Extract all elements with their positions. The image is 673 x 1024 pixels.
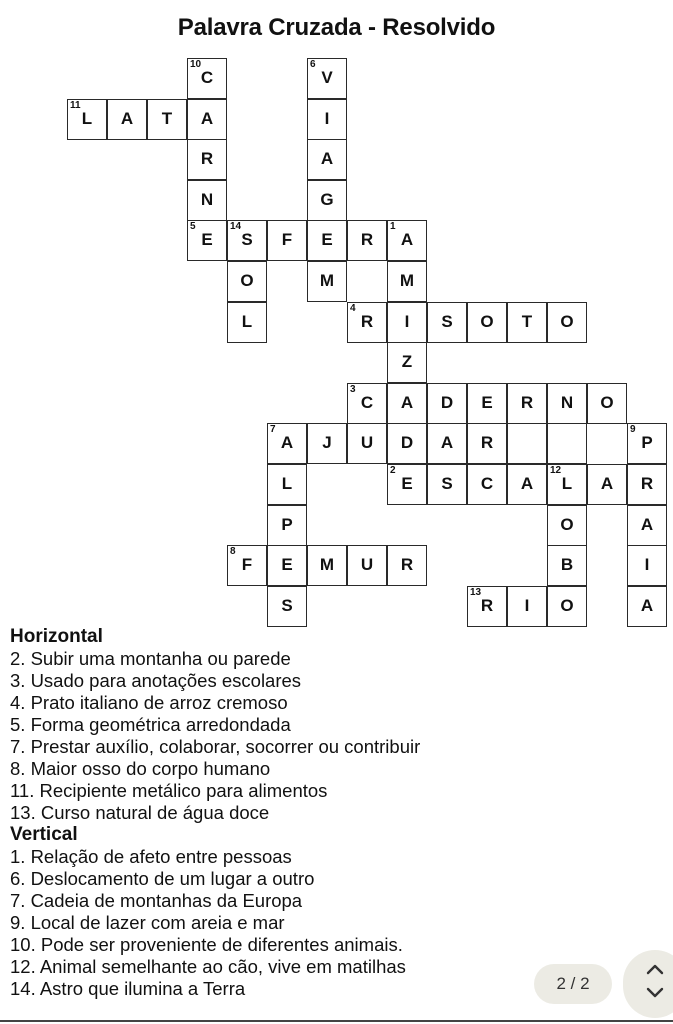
horizontal-heading: Horizontal (10, 626, 103, 647)
grid-cell (547, 302, 587, 343)
clue-item: 10. Pode ser proveniente de diferentes animais. (10, 934, 403, 955)
grid-cell (387, 464, 427, 505)
cell-letter: A (400, 230, 414, 250)
cell-letter: P (641, 433, 653, 453)
cell-letter: O (480, 311, 494, 331)
grid-cell (347, 220, 387, 261)
grid-cell (307, 139, 347, 180)
cell-letter: L (81, 108, 93, 128)
cell-letter: E (321, 230, 333, 250)
grid-cell (307, 220, 347, 261)
cell-letter: U (360, 555, 374, 575)
grid-cell (427, 302, 467, 343)
grid-cell (387, 545, 427, 586)
clue-item: 1. Relação de afeto entre pessoas (10, 846, 292, 867)
grid-cell (347, 423, 387, 464)
cell-letter: V (321, 68, 333, 87)
cell-letter: L (241, 311, 253, 331)
grid-cell (267, 220, 307, 261)
cell-number: 14 (230, 221, 242, 233)
grid-cell (267, 423, 307, 464)
cell-number: 11 (70, 99, 81, 111)
cell-letter: S (241, 230, 253, 250)
grid-cell (347, 302, 387, 343)
grid-cell (307, 99, 347, 140)
clue-item: 2. Subir uma montanha ou parede (10, 648, 291, 669)
chevron-up-icon[interactable] (645, 962, 665, 976)
cell-letter: R (360, 311, 374, 331)
cell-number: 3 (350, 383, 356, 395)
cell-letter: M (319, 555, 335, 575)
cell-letter: I (644, 555, 650, 575)
cell-letter: O (600, 392, 614, 412)
grid-cell (107, 99, 147, 140)
grid-cell (307, 261, 347, 302)
bottom-divider (0, 1020, 673, 1022)
cell-letter: A (640, 514, 654, 534)
cell-letter: S (441, 474, 453, 493)
cell-letter: C (480, 474, 494, 493)
cell-number: 12 (550, 465, 562, 476)
clue-item: 3. Usado para anotações escolares (10, 670, 302, 691)
clue-item: 11. Recipiente metálico para alimentos (10, 780, 328, 801)
cell-number: 6 (310, 59, 316, 70)
grid-cell (67, 99, 107, 140)
clue-item: 8. Maior osso do corpo humano (10, 758, 271, 779)
cell-letter: O (560, 595, 574, 615)
vertical-clue-list (10, 846, 530, 1000)
grid-cell (467, 423, 507, 464)
grid-cell (187, 180, 227, 221)
cell-letter: T (161, 108, 173, 128)
cell-letter: A (600, 474, 614, 493)
cell-letter: E (481, 392, 493, 412)
grid-cell (267, 464, 307, 505)
grid-cell (187, 139, 227, 180)
grid-cell (387, 342, 427, 383)
cell-number: 10 (190, 59, 202, 70)
cell-letter: A (320, 149, 334, 169)
grid-cell (507, 423, 547, 464)
grid-cell (187, 99, 227, 140)
cell-letter: A (520, 474, 534, 493)
cell-number: 5 (190, 221, 196, 233)
cell-number: 8 (230, 546, 236, 558)
grid-cell (427, 464, 467, 505)
clue-item: 14. Astro que ilumina a Terra (10, 978, 246, 999)
clues-panel (10, 626, 530, 1000)
cell-letter: I (324, 108, 330, 128)
grid-cell (387, 261, 427, 302)
cell-letter: O (560, 311, 574, 331)
vertical-heading: Vertical (10, 824, 78, 845)
cell-number: 1 (390, 221, 396, 233)
cell-letter: D (400, 433, 414, 453)
cell-letter: S (441, 311, 453, 331)
grid-cell (507, 302, 547, 343)
clue-item: 7. Prestar auxílio, colaborar, socorrer ou contribuir (10, 736, 421, 757)
cell-letter: N (560, 392, 574, 412)
cell-letter: L (281, 474, 293, 493)
cell-number: 13 (470, 586, 482, 598)
grid-cell (587, 464, 627, 505)
clue-item: 6. Deslocamento de um lugar a outro (10, 868, 315, 889)
grid-cell (547, 545, 587, 586)
grid-cell (627, 586, 667, 627)
grid-cell (507, 464, 547, 505)
clue-item: 7. Cadeia de montanhas da Europa (10, 890, 303, 911)
grid-cell (307, 545, 347, 586)
grid-cell (467, 464, 507, 505)
grid-cell (547, 423, 587, 464)
cell-letter: O (560, 514, 574, 534)
cell-letter: M (319, 271, 335, 290)
cell-letter: Z (401, 352, 413, 372)
grid-cell (547, 586, 587, 627)
grid-cell (547, 464, 587, 505)
grid-cell (307, 423, 347, 464)
grid-cell (507, 586, 547, 627)
grid-cell (187, 220, 227, 261)
grid-cell (387, 220, 427, 261)
cell-number: 4 (350, 302, 356, 314)
cell-letter: A (400, 392, 414, 412)
cell-number: 9 (630, 424, 636, 436)
cell-letter: O (240, 271, 254, 290)
grid-cell (427, 423, 467, 464)
cell-letter: R (480, 433, 494, 453)
grid-cell (387, 383, 427, 424)
cell-letter: I (404, 311, 410, 331)
horizontal-clue-list (10, 648, 530, 824)
cell-letter: M (399, 271, 415, 290)
grid-cell (227, 261, 267, 302)
cell-letter: R (480, 595, 494, 615)
cell-letter: D (440, 392, 454, 412)
page-indicator: 2 / 2 (534, 964, 612, 1004)
grid-cell (147, 99, 187, 140)
cell-letter: I (524, 595, 530, 615)
grid-cell (227, 220, 267, 261)
cell-letter: A (200, 108, 214, 128)
grid-cell (227, 545, 267, 586)
grid-cell (347, 545, 387, 586)
cell-letter: U (360, 433, 374, 453)
cell-letter: S (281, 595, 293, 615)
cell-letter: R (520, 392, 534, 412)
cell-letter: B (560, 555, 574, 575)
grid-cell (627, 423, 667, 464)
grid-cell (187, 58, 227, 99)
grid-cell (307, 180, 347, 221)
grid-cell (547, 505, 587, 546)
grid-cell (627, 505, 667, 546)
grid-cell (267, 586, 307, 627)
grid-cell (467, 586, 507, 627)
cell-letter: E (281, 555, 293, 575)
cell-letter: E (201, 230, 213, 250)
cell-letter: R (640, 474, 654, 493)
cell-letter: C (200, 68, 214, 87)
grid-cell (507, 383, 547, 424)
cell-number: 7 (270, 424, 276, 436)
grid-cell (427, 383, 467, 424)
grid-cell (627, 545, 667, 586)
cell-letter: F (241, 555, 253, 575)
clue-item: 12. Animal semelhante ao cão, vive em matilhas (10, 956, 406, 977)
clue-item: 4. Prato italiano de arroz cremoso (10, 692, 288, 713)
cell-letter: R (400, 555, 414, 575)
grid-cell (267, 505, 307, 546)
clue-item: 13. Curso natural de água doce (10, 802, 270, 823)
cell-letter: L (561, 474, 573, 493)
cell-letter: A (280, 433, 294, 453)
cell-letter: T (521, 311, 533, 331)
chevron-down-icon[interactable] (645, 986, 665, 1000)
cell-letter: A (440, 433, 454, 453)
cell-letter: F (281, 230, 293, 250)
grid-cell (467, 302, 507, 343)
cell-number: 2 (390, 465, 396, 476)
grid-cell (347, 383, 387, 424)
grid-cell (307, 58, 347, 99)
cell-letter: C (360, 392, 374, 412)
grid-cell (547, 383, 587, 424)
grid-cell (387, 423, 427, 464)
cell-letter: R (200, 149, 214, 169)
page-navigation[interactable] (623, 950, 673, 1018)
clue-item: 5. Forma geométrica arredondada (10, 714, 291, 735)
cell-letter: A (120, 108, 134, 128)
cell-letter: R (360, 230, 374, 250)
grid-cell (627, 464, 667, 505)
cell-letter: A (640, 595, 654, 615)
cell-letter: P (281, 514, 293, 534)
grid-cell (467, 383, 507, 424)
grid-cell (227, 302, 267, 343)
grid-cell (587, 383, 627, 424)
page-title: Palavra Cruzada - Resolvido (177, 14, 496, 41)
cell-letter: E (401, 474, 413, 493)
clue-item: 9. Local de lazer com areia e mar (10, 912, 285, 933)
grid-cell (267, 545, 307, 586)
cell-letter: N (200, 189, 214, 209)
cell-letter: J (322, 433, 332, 453)
cell-letter: G (320, 189, 334, 209)
grid-cell (387, 302, 427, 343)
